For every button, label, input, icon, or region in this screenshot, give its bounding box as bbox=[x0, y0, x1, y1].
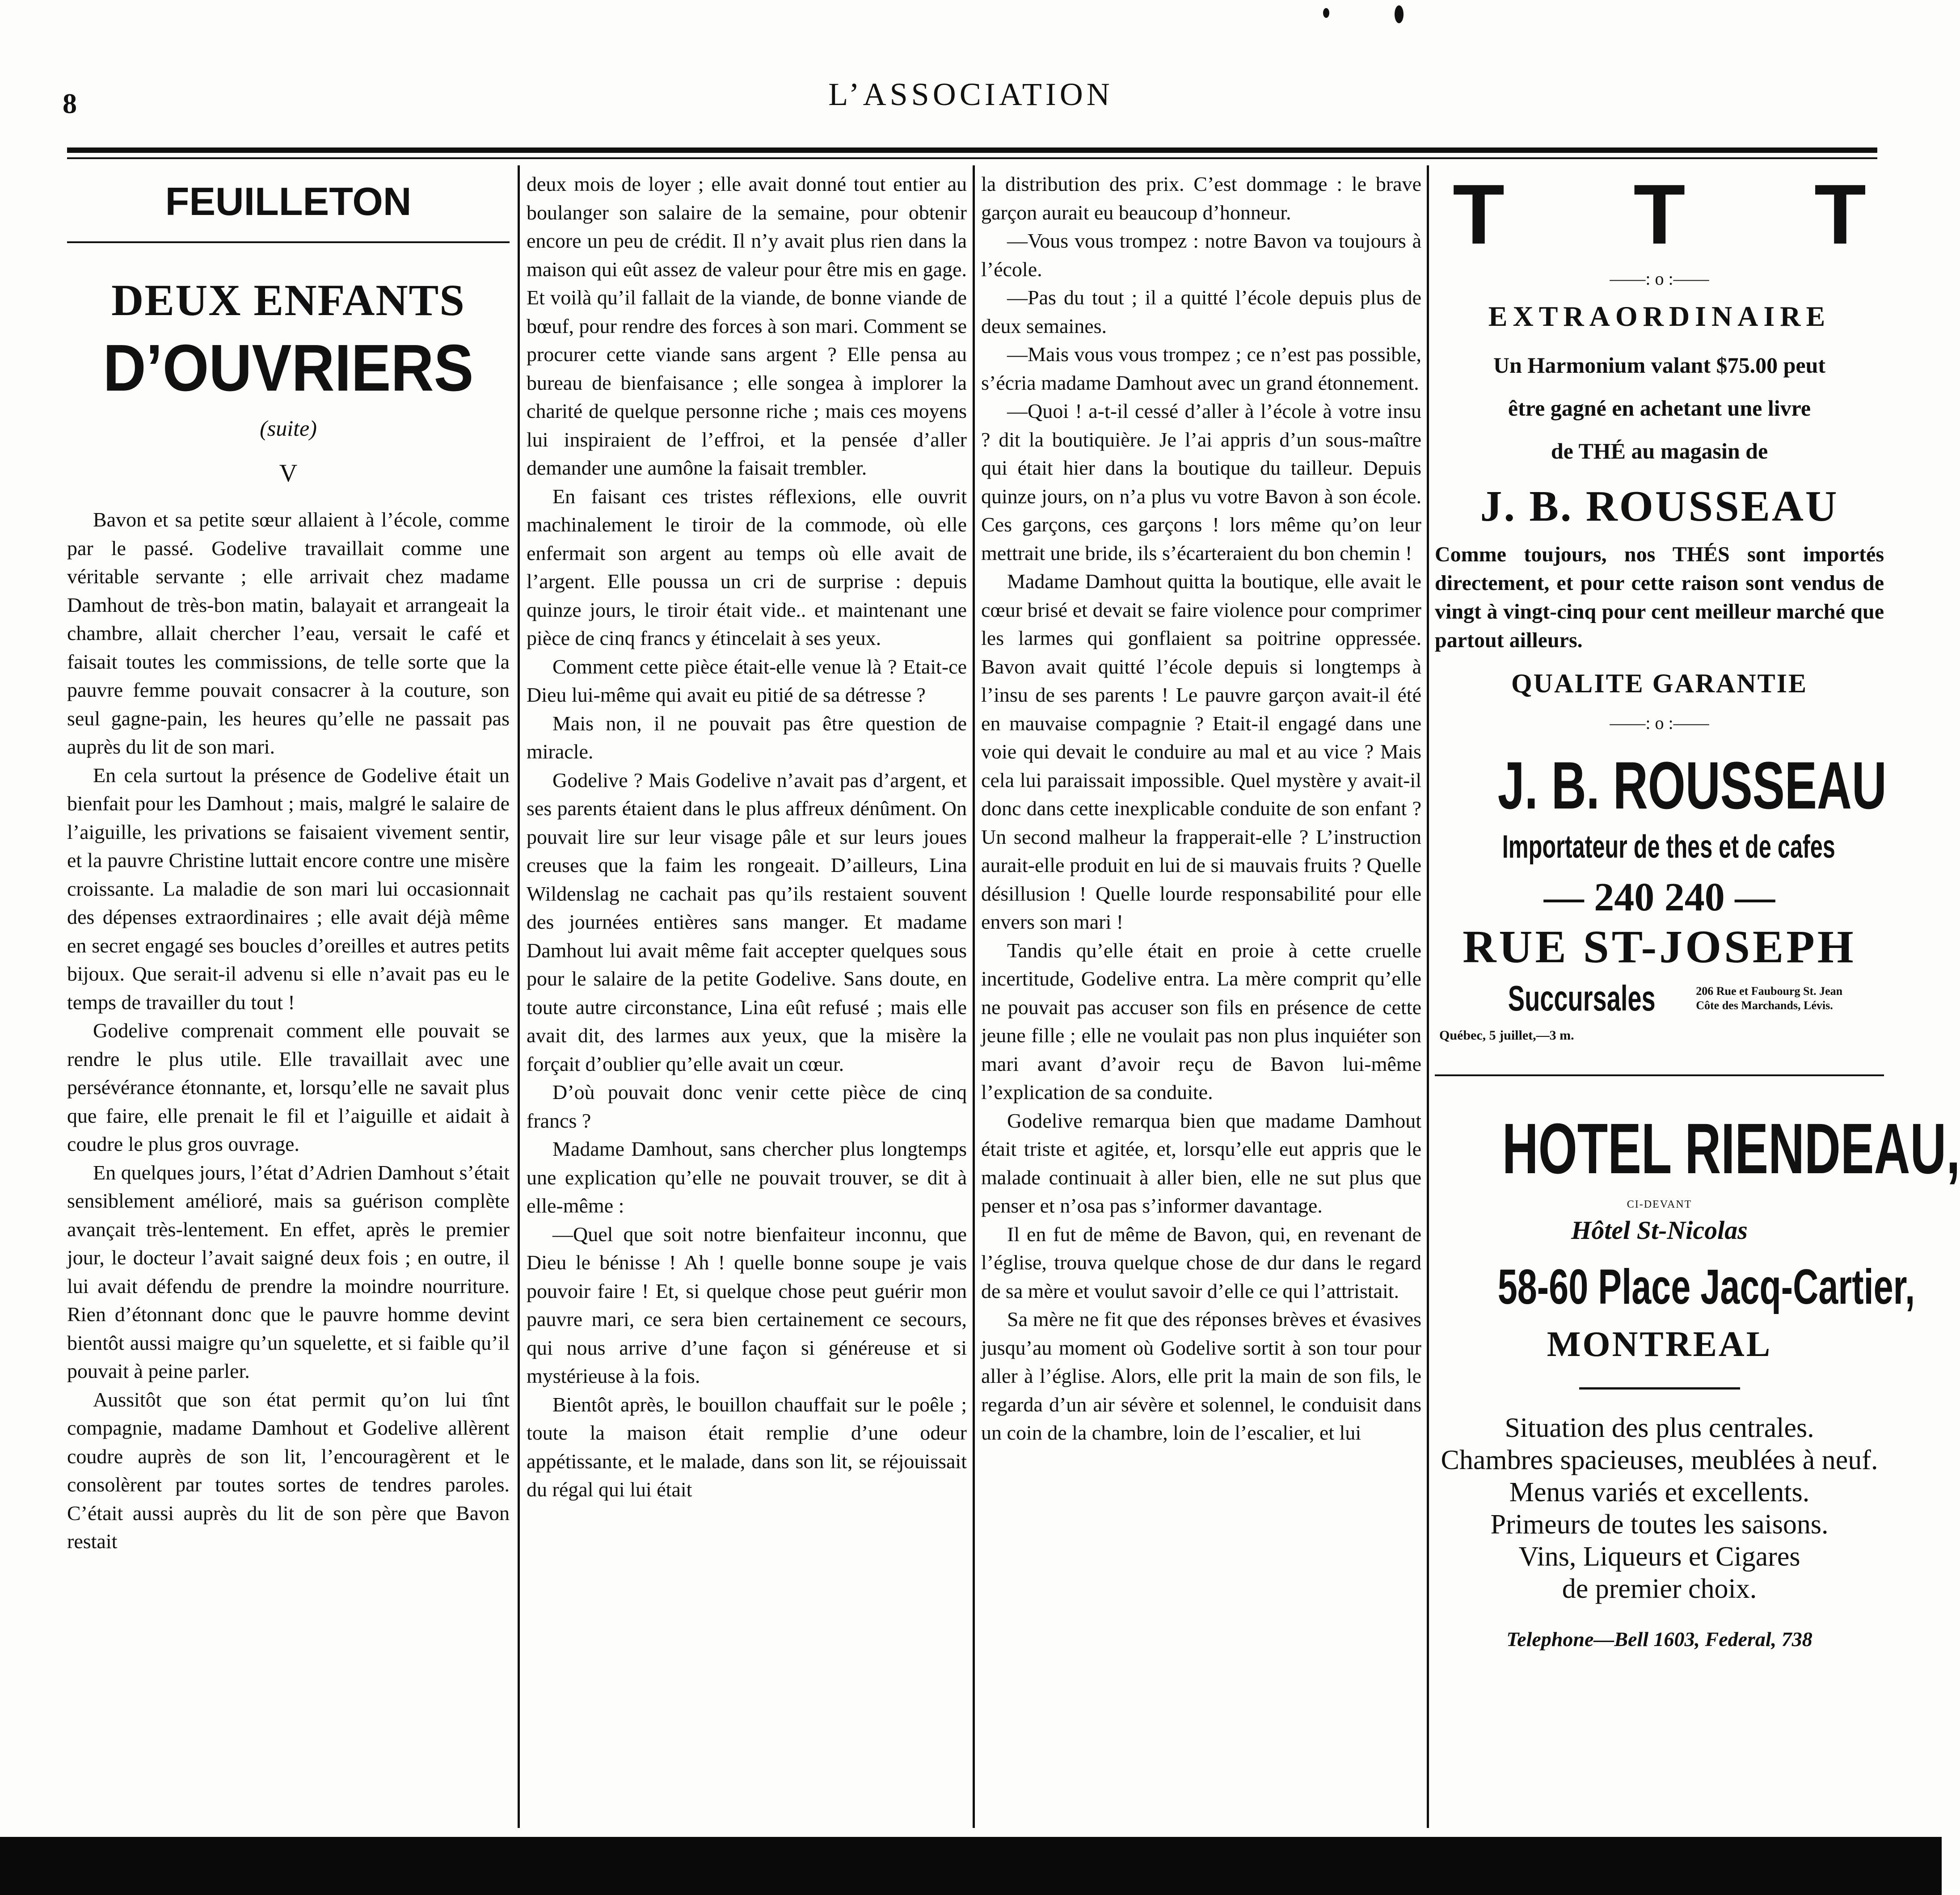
paragraph: Bavon et sa petite sœur allaient à l’école, comme par le passé. Godelive travaillait comme une véritable servante ; elle arrivait chez madame Damhout de très-bon matin, balayait et arrangeait la chambre, allait chercher l’eau, versait le café et faisait toutes les commissions, de telle sorte que la pauvre femme pouvait consacrer à la couture, son seul gagne-pain, les heures qu’elle ne passait pas auprès du lit de son mari. bbox=[67, 508, 510, 758]
paragraph: —Mais vous vous trompez ; ce n’est pas possible, s’écria madame Damhout avec un grand étonnement. bbox=[981, 343, 1421, 394]
paragraph: Tandis qu’elle était en proie à cette cruelle incertitude, Godelive entra. La mère comprit qu’elle ne pouvait pas accuser son fils en présence de cette jeune fille ; elle ne voulait pas non plus inquiéter son mari avant d’avoir reçu de Bavon lui-même l’explication de sa conduite. bbox=[981, 939, 1421, 1103]
paragraph: Godelive ? Mais Godelive n’avait pas d’argent, et ses parents étaient dans le plus affreux dénûment. On pouvait lire sur leur visage pâle et sur leurs joues creuses que la faim les rongeait. D’ailleurs, Lina Wildenslag ne cachait pas qu’ils restaient souvent des journées entières sans manger. Et madame Damhout lui avait même fait accepter quelques sous pour le salaire de la petite Godelive. Sans doute, en toute autre circonstance, Lina eût refusé ; mais elle avait dit, des larmes aux yeux, que la misère la forçait d’oublier qu’elle avait un cœur. bbox=[527, 768, 967, 1075]
header-rule-thin bbox=[67, 157, 1877, 159]
header-rule bbox=[67, 147, 1877, 153]
rousseau-ad-tagline: Importateur de thes et de cafes bbox=[1502, 829, 1835, 865]
paragraph: Il en fut de même de Bavon, qui, en revenant de l’église, trouva quelque chose de dur dans le regard de sa mère et voulut savoir d’elle ce qui l’attristait. bbox=[981, 1222, 1421, 1302]
column-2 bbox=[527, 170, 967, 1823]
branch-address: Côte des Marchands, Lévis. bbox=[1696, 999, 1833, 1012]
paragraph: D’où pouvait donc venir cette pièce de cinq francs ? bbox=[527, 1081, 967, 1132]
hotel-feature: Primeurs de toutes les saisons. bbox=[1490, 1509, 1829, 1540]
column-1 bbox=[67, 170, 510, 1823]
divider bbox=[67, 241, 510, 243]
rousseau-ad-name: J. B. ROUSSEAU bbox=[1497, 748, 1887, 823]
page-number: 8 bbox=[63, 88, 77, 119]
hotel-feature: Situation des plus centrales. bbox=[1505, 1413, 1814, 1443]
story-text-col1 bbox=[67, 505, 510, 1556]
tea-letter: T bbox=[1633, 167, 1686, 262]
ink-speck bbox=[1395, 5, 1404, 23]
tea-letter: T bbox=[1814, 167, 1866, 262]
advertisements-column bbox=[1435, 167, 1960, 1823]
ad-divider bbox=[1435, 1074, 1884, 1076]
column-3 bbox=[981, 170, 1421, 1823]
ornament-separator: ——: o :—— bbox=[1610, 269, 1709, 289]
story-title-line2: D’OUVRIERS bbox=[103, 331, 474, 405]
column-divider bbox=[1427, 165, 1429, 1828]
story-text-col2 bbox=[527, 170, 967, 1504]
paragraph: Godelive comprenait comment elle pouvait se rendre le plus utile. Elle travaillait avec une persévérance étonnante, et, lorsqu’elle ne savait plus que faire, elle prenait le fil et l’aiguille et aidait à coudre le plus gros ouvrage. bbox=[67, 1019, 510, 1155]
paragraph: En quelques jours, l’état d’Adrien Damhout s’était sensiblement amélioré, mais sa guérison complète avançait très-lentement. En effet, après le premier jour, le docteur l’avait saigné deux fois ; en outre, il lui avait défendu de prendre la moindre nourriture. Rien d’étonnant donc que le pauvre homme devint bientôt aussi maigre qu’un squelette, et si faible qu’il pouvait à peine parler. bbox=[67, 1161, 510, 1382]
paragraph: —Vous vous trompez : notre Bavon va toujours à l’école. bbox=[981, 229, 1421, 281]
branch-address: 206 Rue et Faubourg St. Jean bbox=[1696, 985, 1843, 998]
paragraph: En cela surtout la présence de Godelive était un bienfait pour les Damhout ; mais, malgré le salaire de l’aiguille, les privations se faisaient vivement sentir, et la pauvre Christine luttait encore contre une misère croissante. La maladie de son mari lui occasionnait des dépenses extraordinaires ; elle avait déjà même en secret engagé ses boucles d’oreilles et autres petits bijoux. Que serait-il advenu si elle n’avait pas eu le temps de travailler du tout ! bbox=[67, 763, 510, 1014]
tea-ad-merchant: J. B. ROUSSEAU bbox=[1480, 482, 1839, 531]
paragraph: —Pas du tout ; il a quitté l’école depuis plus de deux semaines. bbox=[981, 286, 1421, 337]
ad-dateline: Québec, 5 juillet,—3 m. bbox=[1439, 1028, 1574, 1043]
column-divider bbox=[518, 165, 520, 1828]
story-continued: (suite) bbox=[260, 416, 317, 441]
scan-edge-shadow bbox=[0, 1837, 1942, 1895]
hotel-feature: de premier choix. bbox=[1562, 1574, 1757, 1604]
story-text-col3 bbox=[981, 170, 1421, 1447]
hotel-feature: Vins, Liqueurs et Cigares bbox=[1518, 1541, 1800, 1572]
hotel-ad-name: HOTEL RIENDEAU, bbox=[1502, 1108, 1960, 1188]
paragraph: En faisant ces tristes réflexions, elle ouvrit machinalement le tiroir de la commode, où elle enfermait son argent au temps où elle avait de l’argent. Elle poussa un cri de surprise : depuis quinze jours, le tiroir était vide.. et maintenant une pièce de cinq francs y étincelait à ses yeux. bbox=[527, 484, 967, 649]
hotel-telephone: Telephone—Bell 1603, Federal, 738 bbox=[1506, 1628, 1812, 1651]
branch-addresses bbox=[1696, 984, 1842, 1013]
hotel-features bbox=[1435, 1412, 1884, 1605]
paragraph: deux mois de loyer ; elle avait donné tout entier au boulanger son salaire de la semaine, pour obtenir encore un peu de crédit. Il n’y avait plus rien dans la maison qui eût assez de valeur pour être mis en gage. Et voilà qu’il fallait de la viande, de bonne viande de bœuf, pour rendre des forces à son mari. Comment se procurer cette viande sans argent ? Elle pensa au bureau de bienfaisance ; elle songea à implorer la charité de quelque personne riche ; mais ces moyens lui inspiraient de l’effroi, et la pensée d’aller demander une aumône la faisait trembler. bbox=[527, 173, 967, 479]
ad-short-rule bbox=[1579, 1387, 1740, 1390]
paragraph: Madame Damhout, sans chercher plus longtemps une explication qu’elle ne pouvait trouver, se dit à elle-même : bbox=[527, 1137, 967, 1217]
masthead-title: L’ASSOCIATION bbox=[828, 76, 1113, 112]
quality-guarantee: QUALITE GARANTIE bbox=[1511, 669, 1808, 698]
paragraph: la distribution des prix. C’est dommage : le brave garçon aurait eu beaucoup d’honneur. bbox=[981, 173, 1421, 224]
paragraph: —Quoi ! a-t-il cessé d’aller à l’école à votre insu ? dit la boutiquière. Je l’ai appris d’un sous-maître qui était hier dans la boutique du tailleur. Depuis quinze jours, on n’a plus vu votre Bavon à son école. Ces garçons, ces garçons ! lors même qu’on leur mettrait une bride, ils s’écarteraient du bon chemin ! bbox=[981, 400, 1421, 564]
paragraph: —Quel que soit notre bienfaiteur inconnu, que Dieu le bénisse ! Ah ! quelle bonne soupe je vais pouvoir faire ! Et, si quelque chose peut guérir mon pauvre mari, ce sera bien certainement ce secours, qui nous arrive d’une façon si généreuse et si mystérieuse à la fois. bbox=[527, 1222, 967, 1387]
chapter-number: V bbox=[279, 459, 298, 487]
feuilleton-heading: FEUILLETON bbox=[165, 179, 412, 223]
paragraph: Mais non, il ne pouvait pas être question de miracle. bbox=[527, 712, 967, 763]
tea-ad-headline: EXTRAORDINAIRE bbox=[1488, 300, 1831, 332]
hotel-city: MONTREAL bbox=[1547, 1325, 1772, 1364]
paragraph: Sa mère ne fit que des réponses brèves et évasives jusqu’au moment où Godelive sortit à son tour pour aller à l’église. Alors, elle prit la main de son fils, le regarda d’un air sévère et solennel, le conduisit dans un coin de la chambre, loin de l’escalier, et lui bbox=[981, 1308, 1421, 1444]
paragraph: Bientôt après, le bouillon chauffait sur le poêle ; toute la maison était remplie d’une odeur appétissante, et le malade, dans son lit, se réjouissait du régal qui lui était bbox=[527, 1393, 967, 1501]
ink-speck bbox=[1323, 8, 1329, 18]
rousseau-branches bbox=[1435, 978, 1884, 1019]
hotel-feature: Chambres spacieuses, meublées à neuf. Menus variés et excellents. bbox=[1441, 1445, 1878, 1508]
paragraph: Comment cette pièce était-elle venue là ? Etait-ce Dieu lui-même qui avait eu pitié de sa détresse ? bbox=[527, 655, 967, 706]
hotel-formerly: CI-DEVANT bbox=[1627, 1199, 1692, 1210]
branches-label: Succursales bbox=[1508, 978, 1656, 1018]
column-divider bbox=[973, 165, 975, 1828]
tea-ad-line: être gagné en achetant une livre bbox=[1508, 396, 1811, 421]
hotel-address: 58-60 Place Jacq-Cartier, bbox=[1497, 1259, 1915, 1314]
rousseau-ad-number: — 240 240 — bbox=[1543, 875, 1775, 919]
paragraph: Godelive remarqua bien que madame Damhout était triste et agitée, et, lorsqu’elle eut appris que le malade continuait à aller bien, elle ne sut plus que penser et n’osa pas s’informer davantage. bbox=[981, 1109, 1421, 1217]
hotel-old-name: Hôtel St-Nicolas bbox=[1571, 1216, 1748, 1245]
paragraph: Madame Damhout quitta la boutique, elle avait le cœur brisé et devait se faire violence pour comprimer les larmes qui gonflaient sa poitrine oppressée. Bavon avait quitté l’école depuis si longtemps à l’insu de ses parents ! Le pauvre garçon avait-il été en mauvaise compagnie ? Etait-il engagé dans une voie qui devait le conduire au mal et au vice ? Mais cela lui paraissait impossible. Quel mystère y avait-il donc dans cette inexplicable conduite de son enfant ? Un second malheur la frapperait-elle ? L’instruction aurait-elle produit en lui de si mauvais fruits ? Quelle désillusion ! Quelle lourde responsabilité pour elle envers son mari ! bbox=[981, 570, 1421, 933]
tea-ad-body: Comme toujours, nos THÉS sont importés directement, et pour cette raison sont vendus de vingt à vingt-cinq pour cent meilleur marché que partout ailleurs. bbox=[1435, 543, 1884, 652]
paragraph: Aussitôt que son état permit qu’on lui tînt compagnie, madame Damhout et Godelive allèrent coudre auprès de son lit, l’encouragèrent et le consolèrent par toutes sortes de tendres paroles. C’était aussi auprès du lit de son père que Bavon restait bbox=[67, 1388, 510, 1553]
tea-ad-line: de THÉ au magasin de bbox=[1551, 438, 1768, 463]
tea-ad-line: Un Harmonium valant $75.00 peut bbox=[1493, 353, 1826, 378]
tea-letter: T bbox=[1453, 167, 1505, 262]
tea-ad-letters bbox=[1435, 167, 1884, 262]
story-title-line1: DEUX ENFANTS bbox=[111, 275, 465, 325]
rousseau-ad-street: RUE ST-JOSEPH bbox=[1463, 921, 1856, 973]
ornament-separator: ——: o :—— bbox=[1610, 713, 1709, 733]
